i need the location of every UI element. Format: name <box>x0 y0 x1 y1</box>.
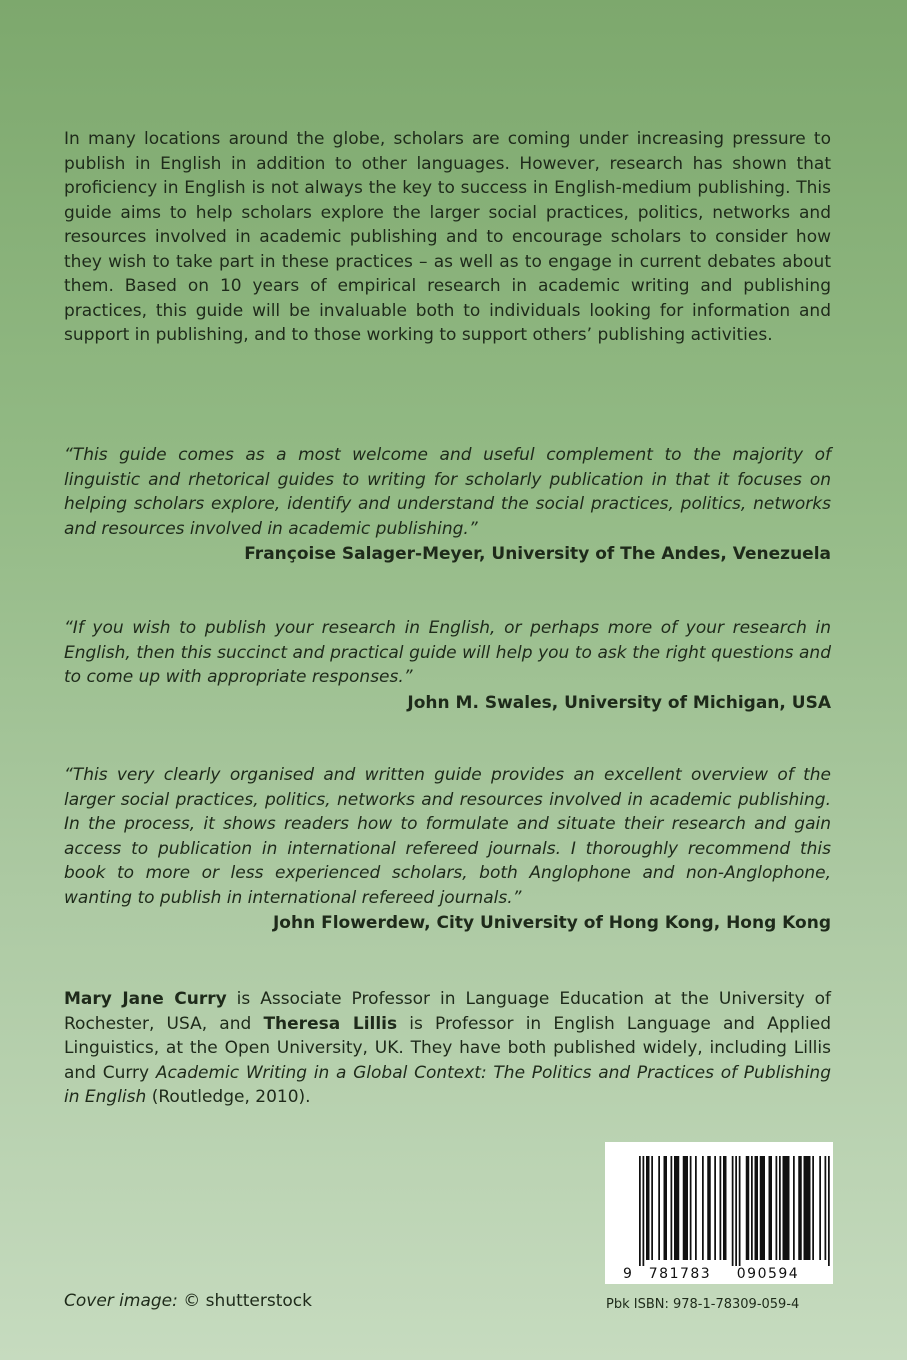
barcode-bar <box>735 1156 737 1266</box>
endorsement-1 <box>64 443 831 567</box>
barcode-bar <box>769 1156 773 1260</box>
barcode-bar <box>720 1156 722 1260</box>
barcode-bar <box>732 1156 734 1266</box>
book-title: Academic Writing in a Global Context: The Politics and Practices of Publishing in English <box>64 1062 831 1107</box>
barcode-bar <box>723 1156 727 1260</box>
barcode-bar <box>683 1156 688 1260</box>
barcode-bar <box>674 1156 679 1260</box>
barcode-bar <box>651 1156 653 1260</box>
bio-text-1: is Associate Professor in Language Education at the University of Rochester, USA, and <box>64 989 831 1034</box>
barcode-bar <box>793 1156 795 1260</box>
back-cover-blurb: In many locations around the globe, scholars are coming under increasing pressure to publish in English in addition to other languages. However, research has shown that proficiency in English is not always the key to success in English-medium publishing. This guide aims to help scholars explore the larger social practices, politics, networks and resources involved in academic publishing and to encourage scholars to consider how they wish to take part in these practices – as well as to engage in current debates about them. Based on 10 years of empirical research in academic writing and publishing practices, this guide will be invaluable both to individuals looking for information and support in publishing, and to those working to support others’ publishing activities. <box>64 129 831 345</box>
cover-image-credit <box>64 1291 312 1311</box>
barcode-bar <box>739 1156 741 1266</box>
barcode-digits-right: 090594 <box>736 1266 800 1282</box>
barcode-digits-left: 781783 <box>648 1266 712 1282</box>
cover-credit-value: © shutterstock <box>177 1291 312 1311</box>
barcode-bar <box>714 1156 716 1260</box>
endorsement-quote: “This guide comes as a most welcome and useful complement to the majority of linguistic and rhetorical guides to writing for scholarly publication in that it focuses on helping scholars explore, identify and understand the social practices, politics, networks and resources involved in academic publishing.” <box>64 445 831 539</box>
author-bio <box>64 987 831 1110</box>
barcode <box>605 1142 833 1284</box>
endorsement-attribution: John Flowerdew, City University of Hong Kong, Hong Kong <box>272 913 831 933</box>
endorsement-attribution: Françoise Salager-Meyer, University of The Andes, Venezuela <box>244 544 831 564</box>
isbn: Pbk ISBN: 978-1-78309-059-4 <box>606 1297 800 1312</box>
barcode-bar <box>671 1156 673 1260</box>
barcode-bar <box>664 1156 668 1260</box>
endorsement-attribution: John M. Swales, University of Michigan, USA <box>407 692 831 713</box>
barcode-bar <box>658 1156 660 1260</box>
barcode-bar <box>776 1156 778 1260</box>
barcode-bar <box>707 1156 711 1260</box>
barcode-bar <box>755 1156 759 1260</box>
author-name-2: Theresa Lillis <box>263 1013 398 1034</box>
barcode-bar <box>695 1156 697 1260</box>
barcode-bar <box>825 1156 827 1260</box>
barcode-bar <box>819 1156 821 1260</box>
barcode-bar <box>812 1156 814 1260</box>
endorsement-quote: “If you wish to publish your research in English, or perhaps more of your research in English, then this succinct and practical guide will help you to ask the right questions and to come up with appropriate responses.” <box>64 618 831 687</box>
cover-credit-label: Cover image: <box>64 1291 178 1311</box>
barcode-bar <box>646 1156 650 1260</box>
barcode-bar <box>751 1156 753 1260</box>
barcode-bar <box>783 1156 790 1260</box>
barcode-bar <box>690 1156 692 1260</box>
bio-text-2: is Professor in English Language and Applied Linguistics, at the Open University, UK. They have both published widely, including Lillis and Curry <box>64 1013 831 1083</box>
barcode-bar <box>702 1156 704 1260</box>
barcode-bar <box>828 1156 830 1266</box>
barcode-graphic <box>605 1142 833 1284</box>
endorsement-3 <box>64 763 831 936</box>
barcode-bar <box>639 1156 641 1266</box>
author-name-1: Mary Jane Curry <box>64 989 227 1009</box>
bio-text-3: (Routledge, 2010). <box>146 1087 311 1107</box>
barcode-bars <box>639 1156 830 1266</box>
barcode-bar <box>760 1156 765 1260</box>
barcode-bar <box>804 1156 811 1260</box>
barcode-bar <box>643 1156 645 1266</box>
endorsement-quote: “This very clearly organised and written guide provides an excellent overview of the larger social practices, politics, networks and resources involved in academic publishing. In the process, it shows readers how to formulate and situate their research and gain access to publication in international refereed journals. I thoroughly recommend this book to more or less experienced scholars, both Anglophone and non-Anglophone, wanting to publish in international refereed journals.” <box>64 765 831 908</box>
barcode-bar <box>779 1156 781 1260</box>
barcode-bar <box>746 1156 750 1260</box>
endorsement-2 <box>64 616 831 715</box>
barcode-lead-digit: 9 <box>623 1266 632 1282</box>
barcode-bar <box>798 1156 802 1260</box>
